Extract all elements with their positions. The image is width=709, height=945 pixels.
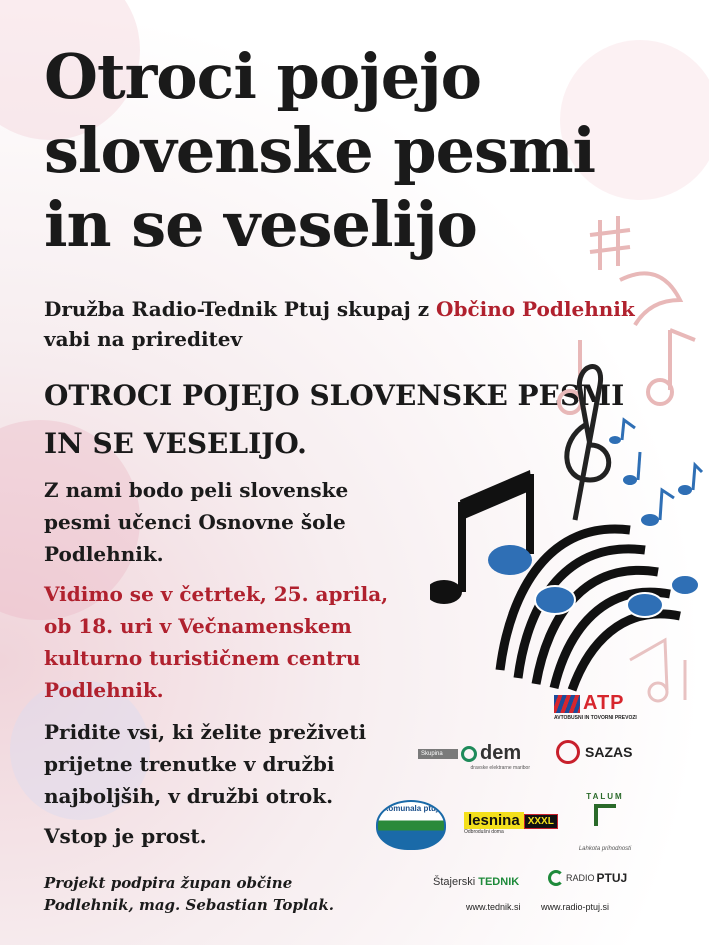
radio-ptuj-url[interactable]: www.radio-ptuj.si <box>541 902 610 912</box>
talum-name: TALUM <box>586 792 624 801</box>
dem-mark-icon <box>461 746 477 762</box>
talum-logo <box>570 792 640 852</box>
invite-paragraph <box>44 716 404 812</box>
dem-name: dem <box>480 742 522 764</box>
text-line: Podlehnik, mag. Sebastian Toplak. <box>44 896 334 914</box>
lesnina-tagline: Odbrodušni doma <box>464 829 504 835</box>
atp-tagline: AVTOBUSNI IN TOVORNI PREVOZI <box>554 715 637 721</box>
blue-note-stems <box>622 420 702 520</box>
title-line: slovenske pesmi <box>44 114 596 187</box>
lesnina-badge: XXXL <box>524 814 558 829</box>
title-line: in se veselijo <box>44 188 477 261</box>
tednik-url[interactable]: www.tednik.si <box>466 902 521 912</box>
text-line: kulturno turističnem centru <box>44 646 361 670</box>
talum-mark-icon <box>594 804 616 826</box>
event-title-line: OTROCI POJEJO SLOVENSKE PESMI <box>44 379 625 412</box>
text-line: prijetne trenutke v družbi <box>44 752 335 776</box>
sazas-mark-icon <box>556 740 580 764</box>
entry-note: Vstop je prost. <box>44 824 207 848</box>
sazas-name: SAZAS <box>585 744 633 760</box>
komunala-name: komunala ptuj <box>383 804 439 813</box>
sponsor-note <box>44 872 334 916</box>
date-place-paragraph <box>44 578 404 706</box>
text-line: ob 18. uri v Večnamenskem <box>44 614 352 638</box>
intro-organizer: Družba Radio-Tednik Ptuj skupaj z <box>44 297 437 321</box>
text-line: pesmi učenci Osnovne šole <box>44 510 346 534</box>
atp-mark-icon <box>554 695 580 713</box>
text-line: Pridite vsi, ki želite preživeti <box>44 720 367 744</box>
intro-partner: Občino Podlehnik <box>436 297 635 321</box>
beamed-notes <box>430 470 534 604</box>
text-line: Vidimo se v četrtek, 25. aprila, <box>44 582 389 606</box>
music-notes-illustration <box>430 190 709 710</box>
lesnina-name: lesnina <box>464 812 524 829</box>
dem-prefix-box: Skupina <box>418 749 458 759</box>
radio-name: PTUJ <box>596 871 628 885</box>
komunala-logo <box>376 800 446 850</box>
talum-tagline: Lahkota prihodnosti <box>578 846 632 852</box>
radio-wave-icon <box>548 870 564 886</box>
sazas-logo <box>556 740 632 764</box>
text-line: Z nami bodo peli slovenske <box>44 478 349 502</box>
text-line: Podlehnik. <box>44 542 164 566</box>
lesnina-logo <box>464 812 558 835</box>
dem-logo <box>418 742 530 771</box>
performers-paragraph <box>44 474 404 570</box>
title-line: Otroci pojejo <box>44 40 481 113</box>
tednik-name: TEDNIK <box>478 876 520 888</box>
tednik-logo <box>433 876 519 888</box>
intro-line-2: vabi na prireditev <box>44 327 243 351</box>
tednik-prefix: Štajerski <box>433 876 476 888</box>
atp-logo <box>554 692 644 721</box>
dem-tagline: dravske elektrarne maribor <box>470 765 530 771</box>
event-title-line: IN SE VESELIJO. <box>44 427 307 460</box>
radio-ptuj-logo <box>548 870 627 886</box>
atp-name: ATP <box>583 692 625 714</box>
text-line: Projekt podpira župan občine <box>44 874 293 892</box>
text-line: Podlehnik. <box>44 678 164 702</box>
radio-prefix: RADIO <box>566 873 595 883</box>
text-line: najboljših, v družbi otrok. <box>44 784 334 808</box>
